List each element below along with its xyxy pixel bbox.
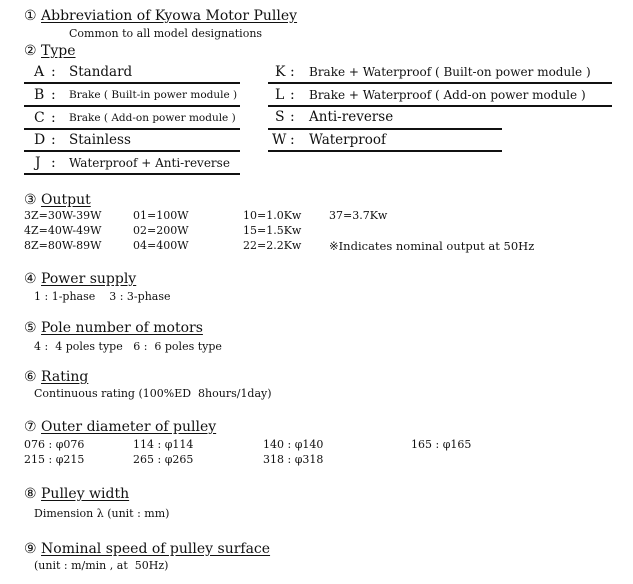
section-8-title: Pulley width	[41, 486, 130, 502]
section-4-note: 1 : 1-phase 3 : 3-phase	[34, 290, 171, 303]
output-cell: 22=2.2Kw	[243, 239, 302, 252]
section-6-heading	[24, 369, 88, 385]
output-cell: 3Z=30W-39W	[24, 209, 102, 222]
type-desc-L: Brake + Waterproof ( Add-on power module )	[309, 88, 586, 102]
type-code-B: B	[34, 87, 45, 103]
type-row-divider	[24, 105, 240, 107]
diameter-cell: 114 : φ114	[133, 438, 194, 451]
type-sep: :	[51, 155, 56, 171]
type-row-divider	[24, 173, 240, 175]
section-4-number: ④	[24, 271, 37, 287]
type-code-L: L	[275, 87, 285, 103]
section-8-number: ⑧	[24, 486, 37, 502]
type-row-divider	[268, 105, 612, 107]
type-sep: :	[290, 64, 295, 80]
section-1-note: Common to all model designations	[69, 27, 263, 40]
type-row-divider	[24, 150, 240, 152]
section-1-title: Abbreviation of Kyowa Motor Pulley	[41, 8, 298, 24]
output-cell: 02=200W	[133, 224, 189, 237]
section-3-heading	[24, 192, 91, 208]
type-code-D: D	[34, 132, 46, 148]
type-desc-A: Standard	[69, 64, 133, 80]
section-9-title: Nominal speed of pulley surface	[41, 541, 271, 557]
diameter-cell: 140 : φ140	[263, 438, 324, 451]
type-desc-K: Brake + Waterproof ( Built-on power module )	[309, 65, 591, 79]
output-cell: 04=400W	[133, 239, 189, 252]
type-desc-S: Anti-reverse	[309, 109, 394, 125]
section-8-heading	[24, 486, 129, 502]
output-cell: 37=3.7Kw	[329, 209, 388, 222]
output-cell: 10=1.0Kw	[243, 209, 302, 222]
type-row-divider	[268, 82, 612, 84]
section-9-number: ⑨	[24, 541, 37, 557]
section-2-heading	[24, 43, 76, 59]
type-sep: :	[290, 132, 295, 148]
section-3-title: Output	[41, 192, 91, 208]
section-9-note: (unit : m/min , at 50Hz)	[34, 559, 169, 572]
type-desc-C: Brake ( Add-on power module )	[69, 112, 236, 124]
section-6-title: Rating	[41, 369, 89, 385]
output-cell: 8Z=80W-89W	[24, 239, 102, 252]
section-1-heading	[24, 8, 297, 24]
type-code-C: C	[34, 110, 45, 126]
type-code-J: J	[35, 155, 41, 171]
type-sep: :	[51, 87, 56, 103]
type-sep: :	[290, 109, 295, 125]
section-6-number: ⑥	[24, 369, 37, 385]
section-2-number: ②	[24, 43, 37, 59]
section-3-number: ③	[24, 192, 37, 208]
diameter-cell: 165 : φ165	[411, 438, 472, 451]
output-cell: 15=1.5Kw	[243, 224, 302, 237]
diameter-cell: 265 : φ265	[133, 453, 194, 466]
type-code-K: K	[275, 64, 286, 80]
type-desc-W: Waterproof	[309, 132, 386, 148]
section-7-title: Outer diameter of pulley	[41, 419, 217, 435]
section-9-heading	[24, 541, 270, 557]
type-sep: :	[51, 110, 56, 126]
output-cell: 4Z=40W-49W	[24, 224, 102, 237]
type-code-W: W	[272, 132, 287, 148]
section-5-note: 4 : 4 poles type 6 : 6 poles type	[34, 340, 222, 353]
type-sep: :	[51, 132, 56, 148]
section-2-title: Type	[41, 43, 76, 59]
type-desc-J: Waterproof + Anti-reverse	[69, 156, 230, 170]
output-note: ※Indicates nominal output at 50Hz	[329, 239, 535, 253]
section-1-number: ①	[24, 8, 37, 24]
type-row-divider	[24, 128, 240, 130]
type-code-S: S	[275, 109, 285, 125]
section-5-title: Pole number of motors	[41, 320, 203, 336]
type-sep: :	[290, 87, 295, 103]
diameter-cell: 318 : φ318	[263, 453, 324, 466]
section-6-note: Continuous rating (100%ED 8hours/1day)	[34, 387, 272, 400]
type-row-divider	[268, 128, 502, 130]
section-7-number: ⑦	[24, 419, 37, 435]
output-cell: 01=100W	[133, 209, 189, 222]
section-5-number: ⑤	[24, 320, 37, 336]
type-row-divider	[24, 82, 240, 84]
section-5-heading	[24, 320, 203, 336]
section-4-title: Power supply	[41, 271, 137, 287]
section-4-heading	[24, 271, 136, 287]
type-code-A: A	[34, 64, 45, 80]
section-7-heading	[24, 419, 216, 435]
type-sep: :	[51, 64, 56, 80]
type-row-divider	[268, 150, 502, 152]
diameter-cell: 076 : φ076	[24, 438, 85, 451]
diameter-cell: 215 : φ215	[24, 453, 85, 466]
type-desc-D: Stainless	[69, 132, 131, 148]
type-desc-B: Brake ( Built-in power module )	[69, 89, 238, 101]
section-8-note: Dimension λ (unit : mm)	[34, 507, 170, 520]
